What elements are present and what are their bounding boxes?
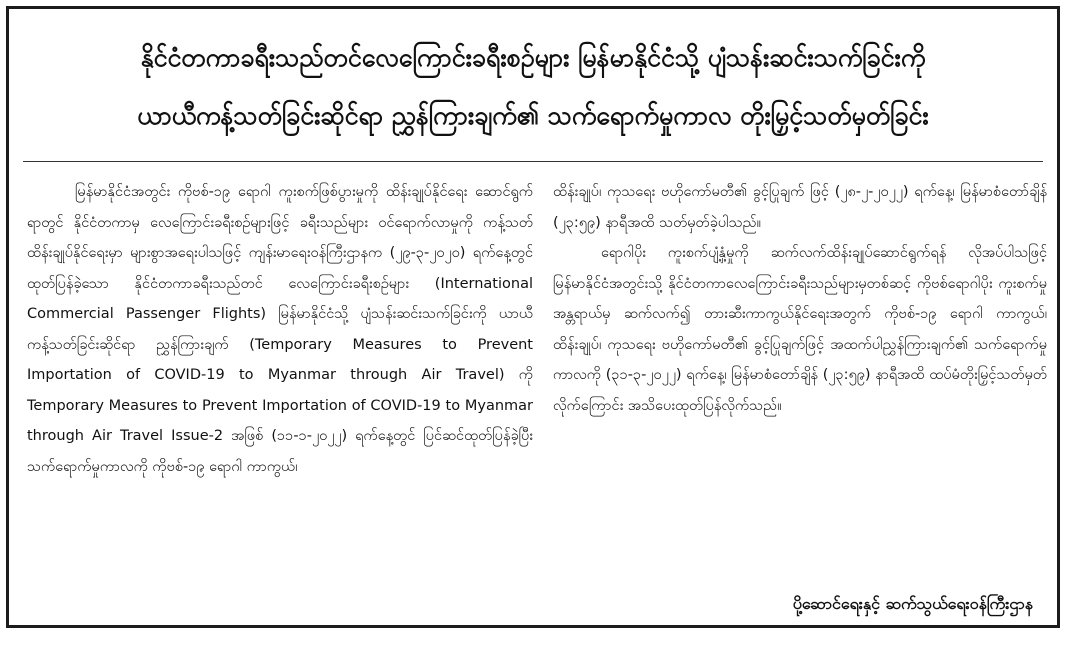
headline-line-1: နိုင်ငံတကာခရီးသည်တင်လေကြောင်းခရီးစဉ်များ မြန်မာနိုင်ငံသို့ ပျံသန်းဆင်းသက်ခြင်းကို — [140, 43, 926, 72]
body-paragraph-1: မြန်မာနိုင်ငံအတွင်း ကိုဗစ်-၁၉ ရောဂါ ကူးစက်ဖြစ်ပွားမှုကို ထိန်းချုပ်နိုင်ရေး ဆောင်ရွက်ရာတွင် နိုင်ငံတကာမှ လေကြောင်းခရီးစဉ်များဖြင့် ခရီးသည်များ ဝင်ရောက်လာမှုကို ကန့်သတ်ထိန်းချုပ်နိုင်ရေးမှာ များစွာအရေးပါသဖြင့် ကျန်းမာရေးဝန်ကြီးဌာနက (၂၉-၃-၂၀၂၀) ရက်နေ့တွင် ထုတ်ပြန်ခဲ့သော နိုင်ငံတကာခရီးသည်တင် လေကြောင်းခရီးစဉ်များ (International Commercial Passenger Flights) မြန်မာနိုင်ငံသို့ ပျံသန်းဆင်းသက်ခြင်းကို ယာယီကန့်သတ်ခြင်းဆိုင်ရာ ညွှန်ကြားချက် (Temporary Measures to Prevent Importation of COVID-19 to Myanmar through Air Travel) ကို Temporary Measures to Prevent Importation of COVID-19 to Myanmar through Air Travel Issue-2 အဖြစ် (၁၁-၁-၂၀၂၂) ရက်နေ့တွင် ပြင်ဆင်ထုတ်ပြန်ခဲ့ပြီး သက်ရောက်မှုကာလကို ကိုဗစ်-၁၉ ရောဂါ ကာကွယ်၊ — [27, 184, 533, 475]
body-column-left — [27, 177, 533, 627]
announcement-frame — [6, 6, 1060, 628]
headline-line-2: ယာယီကန့်သတ်ခြင်းဆိုင်ရာ ညွှန်ကြားချက်၏ သက်ရောက်မှုကာလ တိုးမြှင့်သတ်မှတ်ခြင်း — [137, 101, 929, 130]
divider — [23, 161, 1043, 162]
issuing-ministry: ပို့ဆောင်ရေးနှင့် ဆက်သွယ်ရေးဝန်ကြီးဌာန — [792, 594, 1033, 613]
body-paragraph-1-continued: ထိန်းချုပ်၊ ကုသရေး ဗဟိုကော်မတီ၏ ခွင့်ပြုချက် ဖြင့် (၂၈-၂-၂၀၂၂) ရက်နေ့၊ မြန်မာစံတော်ချိန် (၂၃:၅၉) နာရီအထိ သတ်မှတ်ခဲ့ပါသည်။ — [553, 184, 1047, 231]
body-paragraph-2: ရောဂါပိုး ကူးစက်ပျံ့နှံ့မှုကို ဆက်လက်ထိန်းချုပ်ဆောင်ရွက်ရန် လိုအပ်ပါသဖြင့် မြန်မာနိုင်ငံအတွင်းသို့ နိုင်ငံတကာလေကြောင်းခရီးသည်များမှတစ်ဆင့် ကိုဗစ်ရောဂါပိုး ကူးစက်မှု အန္တရာယ်မှ ဆက်လက်၍ တားဆီးကာကွယ်နိုင်ရေးအတွက် ကိုဗစ်-၁၉ ရောဂါ ကာကွယ်၊ ထိန်းချုပ်၊ ကုသရေး ဗဟိုကော်မတီ၏ ခွင့်ပြုချက်ဖြင့် အထက်ပါညွှန်ကြားချက်၏ သက်ရောက်မှုကာလကို (၃၁-၃-၂၀၂၂) ရက်နေ့၊ မြန်မာစံတော်ချိန် (၂၃:၅၉) နာရီအထိ ထပ်မံတိုးမြှင့်သတ်မှတ်လိုက်ကြောင်း အသိပေးထုတ်ပြန်လိုက်သည်။ — [553, 245, 1047, 414]
headline — [21, 29, 1045, 145]
body-column-right — [553, 177, 1047, 627]
